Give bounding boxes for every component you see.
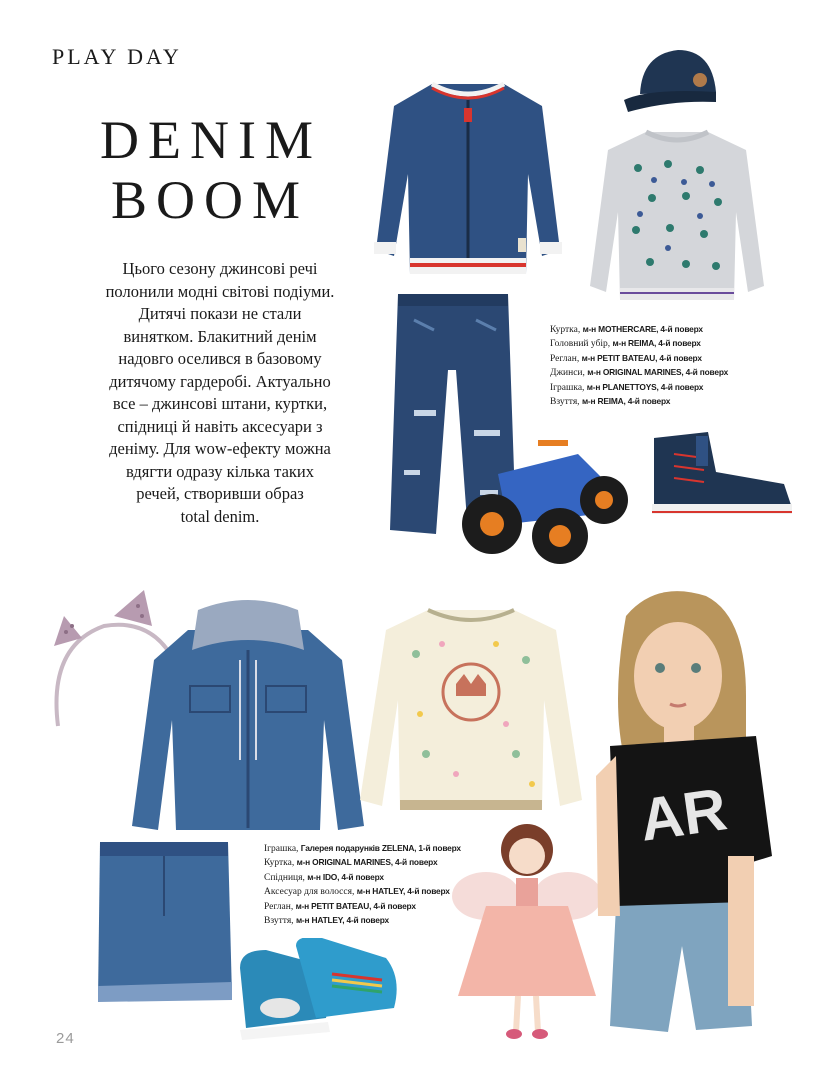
credit-store: м-н IDO, 4-й поверх (307, 871, 384, 882)
intro-line: все – джинсові штани, куртки, (112, 394, 328, 413)
credit-store: м-н HATLEY, 4-й поверх (356, 886, 450, 897)
credit-row (550, 366, 728, 380)
product-credits-top (550, 323, 728, 409)
toy-truck-image (458, 434, 634, 568)
page-headline (100, 110, 320, 230)
intro-paragraph (84, 258, 356, 528)
intro-line: винятком. Блакитний денім (123, 326, 317, 346)
credit-store: м-н PETIT BATEAU, 4-й поверх (581, 352, 702, 363)
credit-item: Реглан, (550, 353, 580, 364)
credit-item: Джинси, (550, 368, 585, 379)
credit-item: Спідниця, (264, 872, 305, 883)
credit-store: м-н PLANETTOYS, 4-й поверх (586, 381, 704, 392)
intro-line: полонили модні світові подіуми. (105, 281, 335, 301)
intro-line: дитячому гардеробі. Актуально (109, 371, 331, 391)
cap-image (620, 42, 730, 124)
credit-store: м-н REIMA, 4-й поверх (581, 396, 671, 407)
credit-store: м-н REIMA, 4-й поверх (612, 338, 701, 349)
credit-row (264, 914, 461, 928)
cream-sweatshirt-image (356, 604, 586, 816)
credit-row (264, 871, 461, 885)
intro-line: деніму. Для wow-ефекту можна (109, 439, 331, 458)
credit-item: Іграшка, (550, 382, 585, 393)
headline-line-1: DENIM (100, 110, 322, 170)
credit-store: м-н PETIT BATEAU, 4-й поверх (295, 900, 416, 911)
headline-line-2: BOOM (110, 170, 310, 230)
fairy-doll-image (446, 806, 608, 1040)
credit-item: Куртка, (264, 858, 295, 869)
credit-item: Взуття, (264, 916, 294, 927)
credit-row (264, 885, 461, 899)
credit-row (264, 856, 461, 870)
page-number: 24 (56, 1030, 75, 1047)
denim-skirt-image (92, 836, 238, 1008)
credit-store: Галерея подарунків ZELENA, 1-й поверх (300, 843, 461, 853)
svg-text:AR: AR (635, 775, 731, 854)
credit-store: м-н ORIGINAL MARINES, 4-й поверх (587, 367, 729, 378)
denim-bomber-jacket-image (372, 78, 564, 280)
credit-store: м-н MOTHERCARE, 4-й поверх (582, 324, 703, 334)
girl-model-photo (596, 586, 778, 1064)
fur-collar-denim-jacket-image (128, 590, 368, 836)
intro-line: надовго оселився в базовому (118, 349, 322, 368)
credit-item: Іграшка, (264, 844, 299, 854)
credit-store: м-н HATLEY, 4-й поверх (295, 915, 389, 926)
intro-line: речей, створивши образ (136, 484, 304, 503)
intro-line: Дитячі покази не стали (138, 304, 302, 323)
credit-item: Аксесуар для волосся, (264, 887, 355, 898)
navy-sneaker-image (644, 428, 796, 518)
credit-item: Куртка, (550, 325, 581, 335)
rainbow-slip-on-shoes-image (236, 938, 404, 1046)
intro-line: Цього сезону джинсові речі (122, 259, 318, 278)
intro-line: спідниці й навіть аксесуари з (117, 416, 323, 436)
credit-row (550, 352, 728, 366)
credit-row (550, 323, 728, 337)
credit-row (264, 900, 461, 914)
credit-item: Реглан, (264, 901, 294, 912)
credit-item: Головний убір, (550, 339, 611, 350)
credit-row (550, 337, 728, 351)
intro-line: total denim. (180, 506, 260, 526)
credit-row (264, 842, 461, 856)
section-label: PLAY DAY (52, 44, 182, 69)
credit-store: м-н ORIGINAL MARINES, 4-й поверх (296, 857, 438, 868)
credit-item: Взуття, (550, 397, 580, 408)
product-credits-bottom (264, 842, 461, 928)
credit-row (550, 381, 728, 395)
credit-row (550, 395, 728, 409)
intro-line: вдягти одразу кілька таких (126, 461, 314, 481)
grey-sweater-image (588, 128, 766, 308)
